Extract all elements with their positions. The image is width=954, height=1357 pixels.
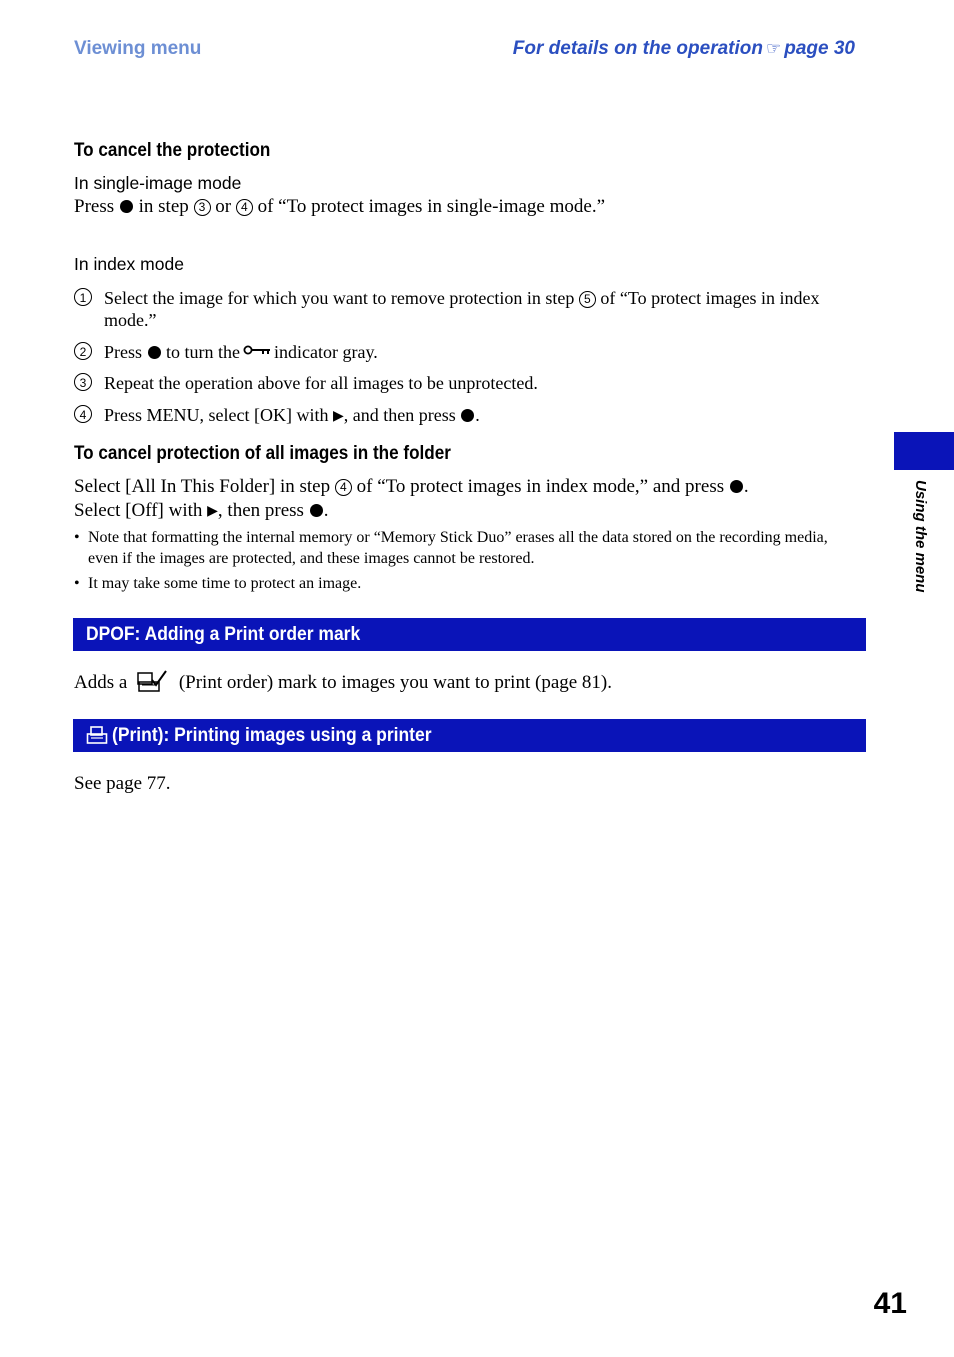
step-number: 4 (74, 405, 92, 423)
note-item: • Note that formatting the internal memory or “Memory Stick Duo” erases all the data stored on the recording media, even if the images are protected, and these images cannot be restored. (74, 529, 828, 567)
cancel-all-heading: To cancel protection of all images in the folder (74, 443, 451, 464)
cancel-all-line-2: Select [Off] with ▶, then press . (74, 500, 329, 521)
dpof-description: Adds a (Print order) mark to images you want to print (page 81). (74, 672, 613, 693)
details-page: page 30 (784, 38, 855, 59)
dpof-section-bar: DPOF: Adding a Print order mark (73, 618, 866, 651)
step-ref-4: 4 (335, 479, 352, 496)
page-number: 41 (873, 1287, 907, 1320)
center-button-icon (730, 480, 743, 493)
step-number: 2 (74, 342, 92, 360)
index-step-4: 4 Press MENU, select [OK] with ▶, and then press . (74, 404, 864, 428)
printer-icon (86, 725, 108, 745)
protect-key-icon (243, 345, 271, 355)
details-prefix: For details on the operation (512, 38, 763, 59)
pointing-hand-icon: ☞ (765, 39, 782, 58)
right-arrow-icon: ▶ (332, 409, 344, 424)
print-section-bar: (Print): Printing images using a printer (73, 719, 866, 752)
print-order-icon (136, 670, 168, 694)
single-mode-label: In single-image mode (74, 173, 242, 193)
index-mode-label: In index mode (74, 254, 184, 274)
center-button-icon (461, 409, 474, 422)
header-details-reference (513, 38, 855, 60)
index-step-1: 1 Select the image for which you want to remove protection in step 5 of “To protect images in index mode.” (74, 287, 864, 331)
note-item: • It may take some time to protect an image. (74, 575, 362, 592)
center-button-icon (310, 504, 323, 517)
step-ref-5: 5 (579, 291, 596, 308)
cancel-protection-heading: To cancel the protection (74, 140, 271, 161)
side-tab-marker (894, 432, 954, 470)
right-arrow-icon: ▶ (207, 504, 218, 519)
step-number: 3 (74, 373, 92, 391)
center-button-icon (120, 200, 133, 213)
index-step-3: 3 Repeat the operation above for all images to be unprotected. (74, 372, 864, 394)
step-ref-4: 4 (236, 199, 253, 216)
step-ref-3: 3 (194, 199, 211, 216)
side-tab-label: Using the menu (912, 480, 929, 593)
print-description: See page 77. (74, 773, 171, 794)
step-number: 1 (74, 288, 92, 306)
cancel-all-line-1: Select [All In This Folder] in step 4 of “To protect images in index mode,” and press . (74, 476, 749, 497)
index-step-2: 2 Press to turn the indicator gray. (74, 341, 864, 363)
single-mode-instruction: Press in step 3 or 4 of “To protect images in single-image mode.” (74, 196, 606, 217)
header-section-title: Viewing menu (74, 38, 202, 59)
center-button-icon (148, 346, 161, 359)
